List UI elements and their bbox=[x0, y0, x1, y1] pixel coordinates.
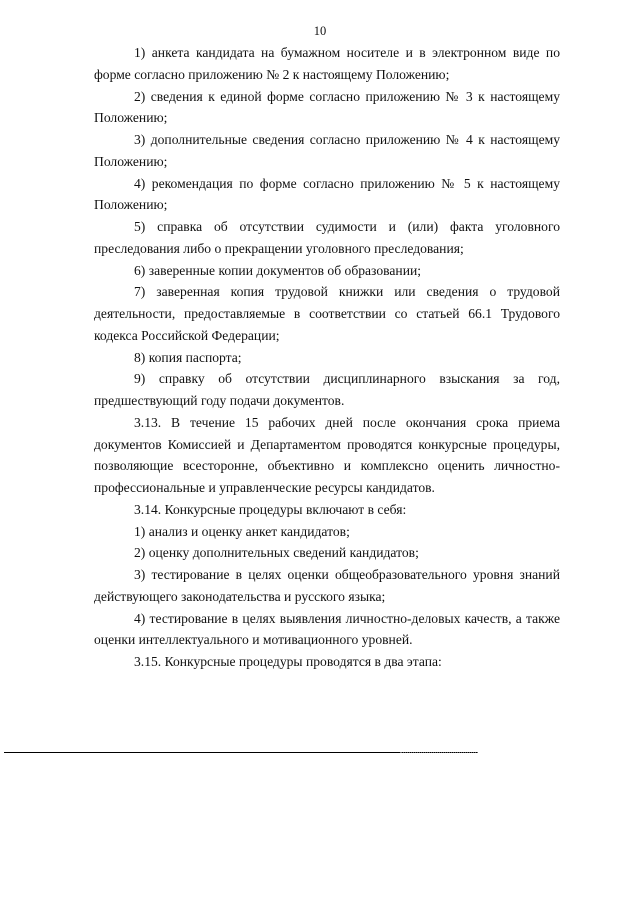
list-item-application-form: 1) анкета кандидата на бумажном носителе и в электронном виде по форме согласно приложению № 2 к настоящему Положению; bbox=[94, 45, 560, 82]
list-item-analysis: 1) анализ и оценку анкет кандидатов; bbox=[134, 523, 350, 539]
list-item-additional-info: 3) дополнительные сведения согласно приложению № 4 к настоящему Положению; bbox=[94, 132, 560, 169]
list-item-education-docs: 6) заверенные копии документов об образовании; bbox=[134, 262, 422, 278]
clause-3-15: 3.15. Конкурсные процедуры проводятся в два этапа: bbox=[134, 654, 442, 669]
clause-3-13: 3.13. В течение 15 рабочих дней после окончания срока приема документов Комиссией и Департаментом проводятся конкурсные процедуры, позволяющие всесторонне, объективно и комплексно оценить личностно-профессиональные и управленческие ресурсы кандидатов. bbox=[94, 414, 560, 495]
horizontal-rule-dotted-tail bbox=[400, 752, 478, 753]
document-body bbox=[94, 42, 560, 673]
list-item-unified-form: 2) сведения к единой форме согласно приложению № 3 к настоящему Положению; bbox=[94, 88, 560, 126]
list-item-criminal-record: 5) справка об отсутствии судимости и (или) факта уголовного преследования либо о прекращении уголовного преследования; bbox=[94, 219, 560, 256]
list-item-testing-knowledge: 3) тестирование в целях оценки общеобразовательного уровня знаний действующего законодательства и русского языка; bbox=[94, 567, 560, 604]
list-item-testing-qualities: 4) тестирование в целях выявления личностно-деловых качеств, а также оценки интеллектуального и мотивационного уровней. bbox=[94, 610, 560, 648]
page-number: 10 bbox=[313, 24, 327, 38]
list-item-passport: 8) копия паспорта; bbox=[134, 349, 242, 365]
list-item-recommendation: 4) рекомендация по форме согласно приложению № 5 к настоящему Положению; bbox=[94, 175, 560, 213]
list-item-employment-record: 7) заверенная копия трудовой книжки или сведения о трудовой деятельности, предоставляемые в соответствии со статьей 66.1 Трудового кодекса Российской Федерации; bbox=[94, 284, 560, 343]
clause-3-14: 3.14. Конкурсные процедуры включают в себя: bbox=[134, 501, 407, 517]
list-item-disciplinary: 9) справку об отсутствии дисциплинарного взыскания за год, предшествующий году подачи документов. bbox=[94, 371, 560, 408]
list-item-evaluation: 2) оценку дополнительных сведений кандидатов; bbox=[134, 545, 419, 561]
